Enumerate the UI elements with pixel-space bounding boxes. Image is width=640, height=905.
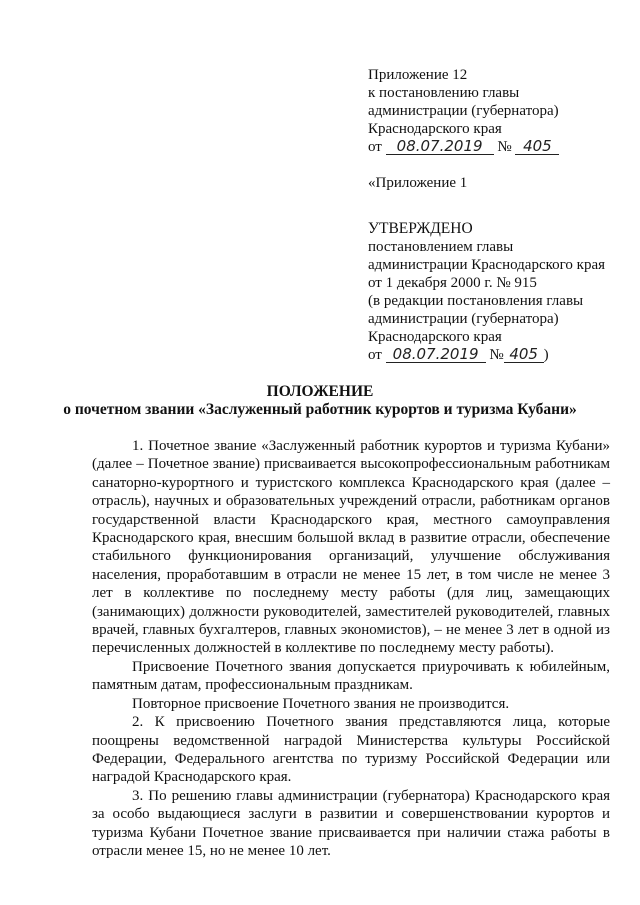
closing-paren: ) <box>543 347 549 363</box>
approved-line: (в редакции постановления главы <box>368 293 584 309</box>
paragraph: 2. К присвоению Почетного звания представляются лица, которые поощрены ведомственной наградой Министерства культуры Российской Федерации, Федерального агентства по туризму Российской Федерации или наградой Краснодарского края. <box>92 714 610 786</box>
paragraph: Повторное присвоение Почетного звания не производится. <box>132 695 510 712</box>
handwritten-number: 405 <box>504 347 544 363</box>
prior-appendix-label: «Приложение 1 <box>368 175 468 191</box>
handwritten-number: 405 <box>515 139 559 155</box>
paragraph: 3. По решению главы администрации (губернатора) Краснодарского края за особо выдающиеся заслуги в развитии и совершенствовании курортов и туризма Кубани Почетное звание присваивается при наличии стажа работы в отрасли менее 15, но не менее 10 лет. <box>92 787 610 859</box>
number-label: № <box>489 347 504 363</box>
document-title: ПОЛОЖЕНИЕ <box>266 383 374 400</box>
approved-date-line <box>368 346 605 364</box>
document-subtitle: о почетном звании «Заслуженный работник курортов и туризма Кубани» <box>63 401 577 418</box>
from-label: от <box>368 139 382 155</box>
from-label: от <box>368 347 382 363</box>
appendix-line: Краснодарского края <box>368 121 502 137</box>
approved-line: постановлением главы <box>368 239 514 255</box>
approved-line: Краснодарского края <box>368 329 502 345</box>
handwritten-date: 08.07.2019 <box>386 139 494 155</box>
appendix-header <box>368 66 559 156</box>
approved-line: администрации Краснодарского края <box>368 257 606 273</box>
handwritten-date: 08.07.2019 <box>386 347 486 363</box>
appendix-line: к постановлению главы <box>368 85 520 101</box>
paragraph: 1. Почетное звание «Заслуженный работник курортов и туризма Кубани» (далее – Почетное звание) присваивается высокопрофессиональным работникам санаторно-курортного и туристского комплекса Краснодарского края (далее – отрасль), научных и образовательных учреждений отрасли, работникам органов государственной власти Краснодарского края, местного самоуправления Краснодарского края, внесшим большой вклад в развитие отрасли, обеспечение стабильного функционирования организаций, улучшение обслуживания населения, проработавшим в отрасли не менее 15 лет, в том числе не менее 3 лет в коллективе по последнему месту работы (для лиц, замещающих (занимающих) должности руководителей, заместителей руководителей, главных врачей, главных бухгалтеров, главных экономистов), – не менее 3 лет в одной из перечисленных должностей в коллективе по последнему месту работы). <box>92 438 610 657</box>
approved-heading: УТВЕРЖДЕНО <box>368 220 473 237</box>
appendix-line: Приложение 12 <box>368 67 468 83</box>
appendix-line: администрации (губернатора) <box>368 103 559 119</box>
number-label: № <box>497 139 512 155</box>
paragraph: Присвоение Почетного звания допускается приурочивать к юбилейным, памятным датам, профессиональным праздникам. <box>92 658 610 694</box>
appendix-date-line <box>368 138 559 156</box>
approved-line: от 1 декабря 2000 г. № 915 <box>368 275 537 291</box>
document-body <box>92 437 610 860</box>
approved-block <box>368 220 605 364</box>
approved-line: администрации (губернатора) <box>368 311 559 327</box>
